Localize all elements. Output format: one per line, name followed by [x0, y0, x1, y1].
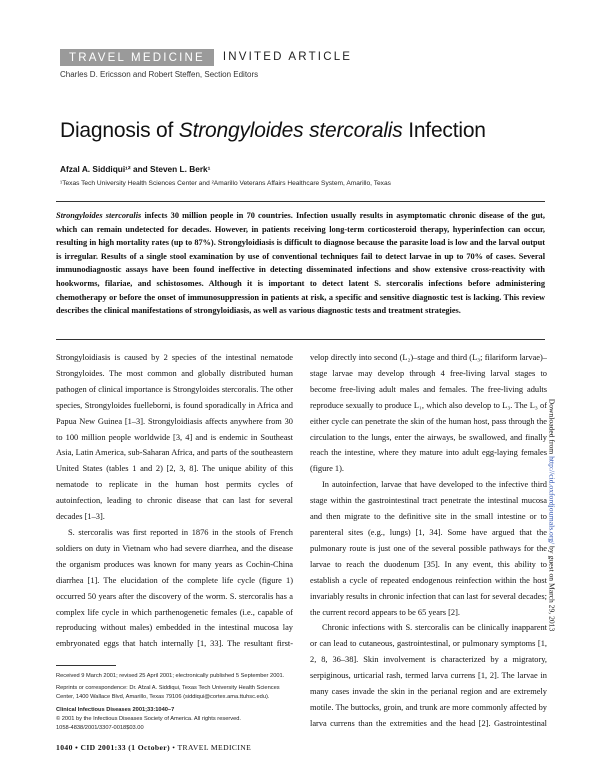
article-title: [60, 119, 486, 143]
paragraph: In autoinfection, larvae that have developed to the infective third stage within the gastrointestinal tract penetrate the intestinal mucosa and then migrate to the definitive site in the small intestine or to parenteral sites (e.g., lungs) [1, 34]. Some have argued that the pulmonary route is just one of the several possible pathways for the larvae to reach the duodenum [35]. In any event, this ability to establish a cycle of repeated endogenous reinfection within the host invariably results in chronic infection that can last for several decades; the current record appears to be 65 years [2].: [310, 480, 547, 617]
abstract-top-rule: [56, 201, 545, 202]
footnote-copyright: © 2001 by the Infectious Diseases Society of America. All rights reserved.: [56, 715, 242, 722]
paragraph: Strongyloidiasis is caused by 2 species of the intestinal nematode Strongyloides. The most common and globally distributed human pathogen of clinical importance is Strongyloides stercoralis. The other species, Strongyloides fuelleborni, is found sporadically in Africa and Papua New Guinea [1–3]. Strongyloidiasis affects anywhere from 30 to 100 million people worldwide [3, 4] and is endemic in Southeast Asia, Latin America, sub-Saharan Africa, and parts of the southeastern United States (tables 1 and 2) [2, 3, 8]. The unique ability of this nematode to replicate in the human host permits cycles of autoinfection, leading to chronic disease that can last for several decades [1–3].: [56, 353, 293, 522]
download-pre: Downloaded from: [547, 398, 557, 457]
paragraph: velop directly into second (L₂)–stage and third (L₃; filariform larvae)–stage larvae may develop through 4 free-living larval stages to become free-living adult males and females. The free-living adults reproduce sexually to produce L₁, which also develop to L₃. The L₃ of either cycle can penetrate the skin of the human host, pass through the circulation to the lungs, enter the airways, be swallowed, and finally reach the intestine, where they mature into adult egg-laying females (figure 1).: [310, 353, 547, 474]
abstract: [56, 209, 545, 318]
title-pre: Diagnosis of: [60, 119, 179, 142]
paragraph: S. stercoralis was first reported in 1876 in the stools of French soldiers on duty in Vietnam who had severe diarrhea, and the disease the organism produces was known for many years as Cochin-China diarrhea [1]. The elucidation of the complete life cycle (figure 1) occurred 50 years after the discovery of the worm. S. stercoralis has a complex life cycle in which parthenogenetic females (i.e., capable of reproducing without males) embedded in the intestinal mucosa lay embryonated eggs that hatch internally [1, 33]. The resultant first-: [56, 527, 293, 649]
footer-bold: 1040 • CID 2001:33 (1 October): [56, 743, 170, 752]
abstract-text: infects 30 million people in 70 countries. Infection usually results in asymptomatic chronic disease of the gut, which can remain undetected for decades. However, in patients receiving long-term corticosteroid therapy, hyperinfection can occur, resulting in high mortality rates (up to 87%). Strongyloidiasis is difficult to diagnose because the parasite load is low and the larval output is irregular. Results of a single stool examination by use of conventional techniques fail to detect larvae in up to 70% of cases. Several immunodiagnostic assays have been found ineffective in detecting disseminated infections and show extensive cross-reactivity with hookworms, filariae, and schistosomes. Although it is important to detect latent S. stercoralis infections before administering chemotherapy or before the onset of immunosuppression in patients at risk, a specific and sensitive diagnostic test is lacking. This review describes the clinical manifestations of strongyloidiasis, as well as various diagnostic tests and treatment strategies.: [56, 211, 545, 316]
paragraph: Chronic infections with S. stercoralis can be clinically inapparent or can lead to cutaneous, gastrointestinal, or pulmonary symptoms [1, 2, 8, 36–38]. Skin involvement is characterized by a migratory, serpiginous, urticarial rash, termed larva currens [1, 2]. The larvae in many cases invade the skin in the perianal region and are extremely motile. The buttocks, groin, and trunk are more commonly affected by larva currens than the extremities and the head [2]. Gastrointestinal: [310, 623, 547, 728]
affiliation: ¹Texas Tech University Health Sciences Center and ²Amarillo Veterans Affairs Healthcare System, Amarillo, Texas: [60, 180, 391, 187]
section-editors: Charles D. Ericsson and Robert Steffen, Section Editors: [60, 70, 259, 79]
download-post: by guest on March 29, 2013: [547, 544, 557, 632]
body-column-right: [310, 350, 547, 734]
footnote-received: Received 9 March 2001; revised 25 April 2001; electronically published 5 September 2001.: [56, 673, 285, 679]
title-post: Infection: [402, 119, 486, 142]
title-italic: Strongyloides stercoralis: [178, 119, 403, 142]
section-header: [60, 49, 352, 66]
footnotes: [56, 672, 294, 733]
authors: Afzal A. Siddiqui¹² and Steven L. Berk¹: [60, 164, 211, 174]
footnote-citation: Clinical Infectious Diseases 2001;33:1040–7: [56, 706, 175, 713]
footer-text: • TRAVEL MEDICINE: [170, 743, 252, 752]
download-notice: [548, 399, 557, 632]
download-link[interactable]: http://cid.oxfordjournals.org/: [547, 456, 557, 545]
footnote-issn: 1058-4838/2001/3307-0018$03.00: [56, 725, 144, 732]
footnote-rule: [56, 665, 116, 666]
page-footer: [56, 743, 251, 752]
abstract-lead: Strongyloides stercoralis: [56, 211, 142, 220]
article-type: INVITED ARTICLE: [222, 51, 353, 63]
section-tag: TRAVEL MEDICINE: [60, 49, 214, 66]
body-column-left: [56, 350, 293, 654]
abstract-bottom-rule: [56, 339, 545, 340]
footnote-correspondence: Reprints or correspondence: Dr. Afzal A. Siddiqui, Texas Tech University Health Sciences Center, 1400 Wallace Blvd, Amarillo, Texas 79106 (siddiqui@cortex.ama.ttuhsc.edu).: [56, 685, 280, 701]
